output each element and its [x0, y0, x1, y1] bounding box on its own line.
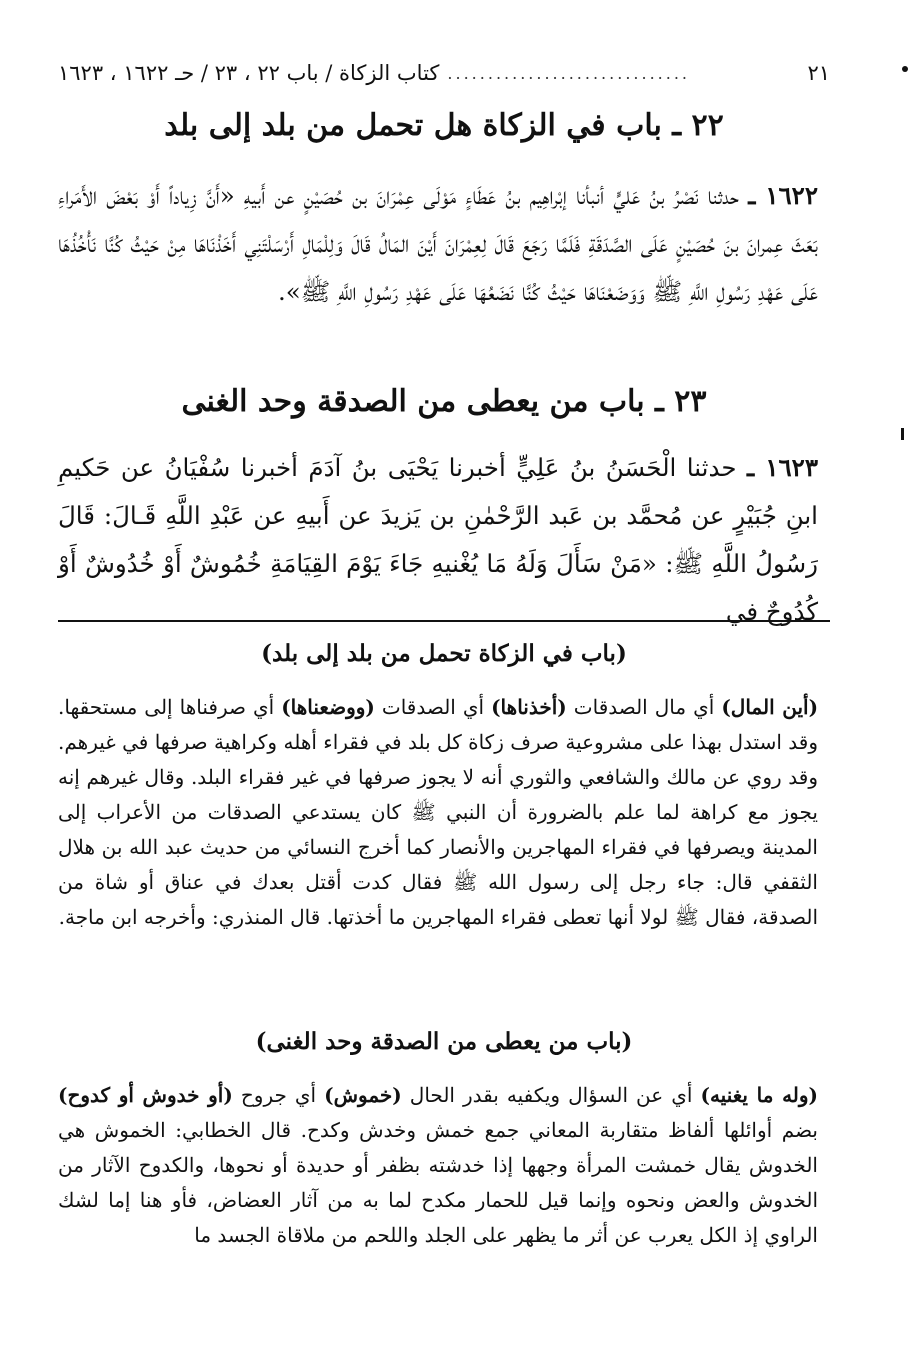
- commentary-1-keyword-3: (ووضعناها): [281, 695, 375, 719]
- hadith-1623: [58, 444, 818, 636]
- commentary-1-title: (باب في الزكاة تحمل من بلد إلى بلد): [261, 640, 627, 667]
- commentary-1-text-3: أي صرفناها إلى مستحقها. وقد استدل بهذا على مشروعية صرف زكاة كل بلد في فقراء أهله وكراهية صرفها في غيرهم. وقد روي عن مالك والشافعي والثوري أنه لا يجوز صرفها في غير فقراء البلد. وقال غيرهم إنه يجوز مع كراهة لما علم بالضرورة أن النبي ﷺ كان يستدعي الصدقات من الأعراب إلى المدينة ويصرفها في فقراء المهاجرين والأنصار كما أخرج النسائي من حديث عبد الله بن هلال الثقفي قال: جاء رجل إلى رسول الله ﷺ فقال كدت أقتل بعدك في عناق أو شاة من الصدقة، فقال ﷺ لولا أنها تعطى فقراء المهاجرين ما أخذتها. قال المنذري: وأخرجه ابن ماجة.: [58, 695, 818, 929]
- commentary-2-body: [58, 1078, 818, 1253]
- commentary-1-text-1: أي مال الصدقات: [573, 695, 715, 719]
- commentary-1-text-2: أي الصدقات: [381, 695, 485, 719]
- chapter-22-bab-word: باب: [616, 108, 662, 143]
- hadith-1622: [58, 172, 818, 316]
- margin-dot-mark: [902, 66, 908, 72]
- running-title: كتاب الزكاة / باب ٢٢ ، ٢٣ / حـ ١٦٢٢ ، ١٦٢٣: [58, 61, 440, 85]
- margin-tick-mark: [901, 428, 904, 440]
- chapter-22-number: ٢٢ ـ: [672, 108, 724, 143]
- hadith-1622-text: حدثنا نَصْرُ بنُ عَليٍّ أنبأنا إبْراهِيم بنُ عَطَاءٍ مَوْلَى عِمْرَانَ بن حُصَيْنٍ عن أَبيهِ «أَنَّ زِياداً أَوْ بَعْضَ الأَمَراءِ بَعَثَ عِمرانَ بنَ حُصَيْنٍ عَلَى الصَّدَقَةِ فَلَمَّا رَجَعَ قَالَ لِعِمْرَانَ أَيْنَ المَالُ قَالَ وَلِلْمَالِ أَرْسَلْتَنِي أَخَذْنَاهَا مِنْ حَيْثُ كُنَّا نَأْخُذُهَا عَلَى عَهْدِ رَسُولِ اللَّهِ ﷺ وَوَضَعْنَاهَا حَيْثُ كُنَّا نَضَعُهَا عَلَى عَهْدِ رَسُولِ اللَّهِ ﷺ».: [58, 181, 818, 306]
- commentary-2-text-1: أي عن السؤال ويكفيه بقدر الحال: [409, 1083, 693, 1107]
- commentary-2-keyword-2: (خموش): [324, 1083, 402, 1107]
- commentary-2-text-2: أي جروح: [240, 1083, 317, 1107]
- commentary-2-title: (باب من يعطى من الصدقة وحد الغنى): [255, 1028, 633, 1055]
- commentary-1-keyword-2: (أخذناها): [491, 695, 567, 719]
- running-header: [58, 56, 830, 91]
- commentary-2-keyword-3: (أو خدوش أو كدوح): [58, 1083, 233, 1107]
- page-number: ٢١: [807, 61, 830, 85]
- chapter-23-title-text: من يعطى من الصدقة وحد الغنى: [181, 384, 589, 419]
- chapter-23-title: [58, 384, 830, 419]
- hadith-1622-number: ١٦٢٢ ـ: [748, 181, 818, 210]
- chapter-22-title-text: في الزكاة هل تحمل من بلد إلى بلد: [164, 108, 606, 143]
- commentary-1-keyword-1: (أين المال): [721, 695, 819, 719]
- header-leader-dots: ..............................: [447, 63, 690, 83]
- chapter-23-bab-word: باب: [598, 384, 645, 419]
- chapter-22-title: [58, 108, 830, 143]
- commentary-2-keyword-1: (وله ما يغنيه): [700, 1083, 819, 1107]
- commentary-1-body: [58, 690, 818, 935]
- footnote-divider: [58, 620, 830, 622]
- hadith-1623-text: حدثنا الْحَسَنُ بنُ عَلِيٍّ أخبرنا يَحْيَى بنُ آدَمَ أخبرنا سُفْيَانُ عن حَكيمِ ابنِ جُبَيْرٍ عن مُحمَّد بن عَبد الرَّحْمٰنِ بن يَزيدَ عن أَبيهِ عن عَبْدِ اللَّهِ قَـالَ: قَالَ رَسُولُ اللَّهِ ﷺ: «مَنْ سَأَلَ وَلَهُ مَا يُغْنيهِ جَاءَ يَوْمَ القِيَامَةِ خُمُوشٌ أَوْ خُدُوشٌ أَوْ كُدُوحٌ في: [58, 453, 818, 626]
- hadith-1623-number: ١٦٢٣ ـ: [746, 453, 818, 482]
- chapter-23-number: ٢٣ ـ: [655, 384, 707, 419]
- commentary-2-text-3: بضم أوائلها ألفاظ متقاربة المعاني جمع خمش وخدش وكدح. قال الخطابي: الخموش هي الخدوش يقال خمشت المرأة وجهها إذا خدشته بظفر أو حديدة أو نحوها، والكدوح الآثار من الخدوش والعض ونحوه وإنما قيل للحمار مكدح لما به من آثار العضاض، فأو هنا إما لشك الراوي إذ الكل يعرب عن أثر ما يظهر على الجلد واللحم من ملاقاة الجسد ما: [58, 1118, 818, 1247]
